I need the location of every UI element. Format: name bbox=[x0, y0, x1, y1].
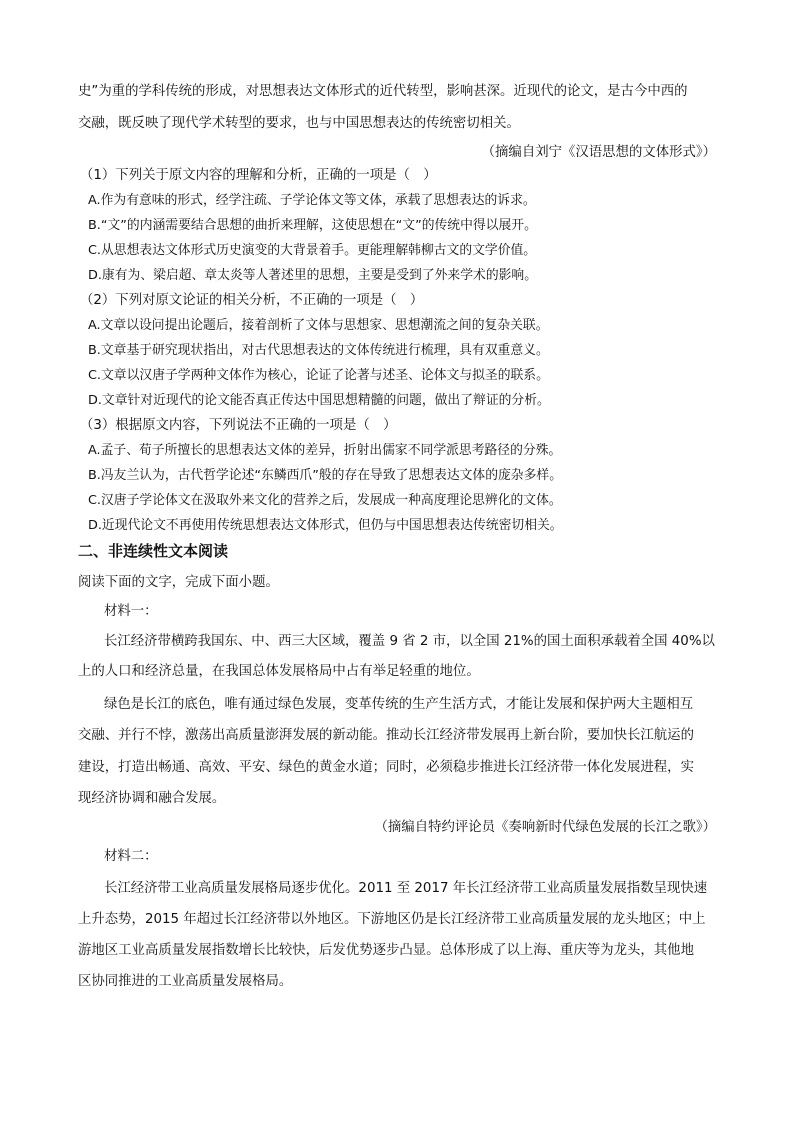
question-option: C.从思想表达文体形式历史演变的大背景着手。更能理解韩柳古文的文学价值。 bbox=[88, 243, 537, 258]
material-line: 绿色是长江的底色，唯有通过绿色发展，变革传统的生产生活方式，才能让发展和保护两大主题相互 bbox=[104, 697, 694, 712]
question-option: C.汉唐子学论体文在汲取外来文化的营养之后，发展成一种高度理论思辨化的文体。 bbox=[88, 493, 562, 508]
material-line: 长江经济带工业高质量发展格局逐步优化。2011 至 2017 年长江经济带工业高质量发展指数呈现快速 bbox=[104, 881, 708, 896]
material-label: 材料二： bbox=[104, 849, 158, 864]
question-option: D.康有为、梁启超、章太炎等人著述里的思想，主要是受到了外来学术的影响。 bbox=[88, 268, 538, 283]
material-line: 上升态势，2015 年超过长江经济带以外地区。下游地区仍是长江经济带工业高质量发展的龙头地区；中上 bbox=[78, 912, 706, 927]
question-stem: （2）下列对原文论证的相关分析，不正确的一项是（ ） bbox=[80, 293, 424, 308]
passage-line: 史”为重的学科传统的形成，对思想表达文体形式的近代转型，影响甚深。近现代的论文，是古今中西的 bbox=[78, 84, 688, 99]
question-option: B.“文”的内涵需要结合思想的曲折来理解，这使思想在“文”的传统中得以展开。 bbox=[88, 218, 537, 233]
question-option: C.文章以汉唐子学两种文体作为核心，论证了论著与述圣、论体文与拟圣的联系。 bbox=[88, 368, 549, 383]
question-option: A.文章以设问提出论题后，接着剖析了文体与思想家、思想潮流之间的复杂关联。 bbox=[88, 318, 549, 333]
question-option: B.文章基于研究现状指出，对古代思想表达的文体传统进行梳理，具有双重意义。 bbox=[88, 343, 549, 358]
question-option: D.近现代论文不再使用传统思想表达文体形式，但仍与中国思想表达传统密切相关。 bbox=[88, 518, 563, 533]
question-option: A.作为有意味的形式，经学注疏、子学论体文等文体，承载了思想表达的诉求。 bbox=[88, 193, 536, 208]
question-option: B.冯友兰认为，古代哲学论述“东鳞西爪”般的存在导致了思想表达文体的庞杂多样。 bbox=[88, 468, 562, 483]
source-citation: （摘编自特约评论员《奏响新时代绿色发展的长江之歌》） bbox=[374, 820, 716, 835]
source-citation: （摘编自刘宁《汉语思想的文体形式》） bbox=[481, 145, 716, 160]
question-option: A.孟子、荀子所擅长的思想表达文体的差异，折射出儒家不同学派思考路径的分殊。 bbox=[88, 443, 562, 458]
material-line: 游地区工业高质量发展指数增长比较快，后发优势逐步凸显。总体形成了以上海、重庆等为龙头，其他地 bbox=[78, 943, 694, 958]
question-stem: （1）下列关于原文内容的理解和分析，正确的一项是（ ） bbox=[80, 168, 437, 183]
material-line: 长江经济带横跨我国东、中、西三大区域，覆盖 9 省 2 市，以全国 21%的国土面积承载着全国 40%以 bbox=[104, 634, 715, 649]
material-label: 材料一： bbox=[104, 604, 158, 619]
passage-line: 交融，既反映了现代学术转型的要求，也与中国思想表达的传统密切相关。 bbox=[78, 116, 520, 131]
instruction-text: 阅读下面的文字，完成下面小题。 bbox=[78, 575, 279, 590]
question-option: D.文章针对近现代的论文能否真正传达中国思想精髓的问题，做出了辩证的分析。 bbox=[88, 393, 550, 408]
material-line: 交融、并行不悖，激荡出高质量澎湃发展的新动能。推动长江经济带发展再上新台阶，要加快长江航运的 bbox=[78, 728, 694, 743]
material-line: 区协同推进的工业高质量发展格局。 bbox=[78, 974, 293, 989]
material-line: 建设，打造出畅通、高效、平安、绿色的黄金水道；同时，必须稳步推进长江经济带一体化发展进程，实 bbox=[78, 760, 694, 775]
material-line: 上的人口和经济总量，在我国总体发展格局中占有举足轻重的地位。 bbox=[78, 664, 480, 679]
section-heading: 二、非连续性文本阅读 bbox=[78, 542, 229, 560]
question-stem: （3）根据原文内容，下列说法不正确的一项是（ ） bbox=[80, 418, 397, 433]
material-line: 现经济协调和融合发展。 bbox=[78, 791, 226, 806]
